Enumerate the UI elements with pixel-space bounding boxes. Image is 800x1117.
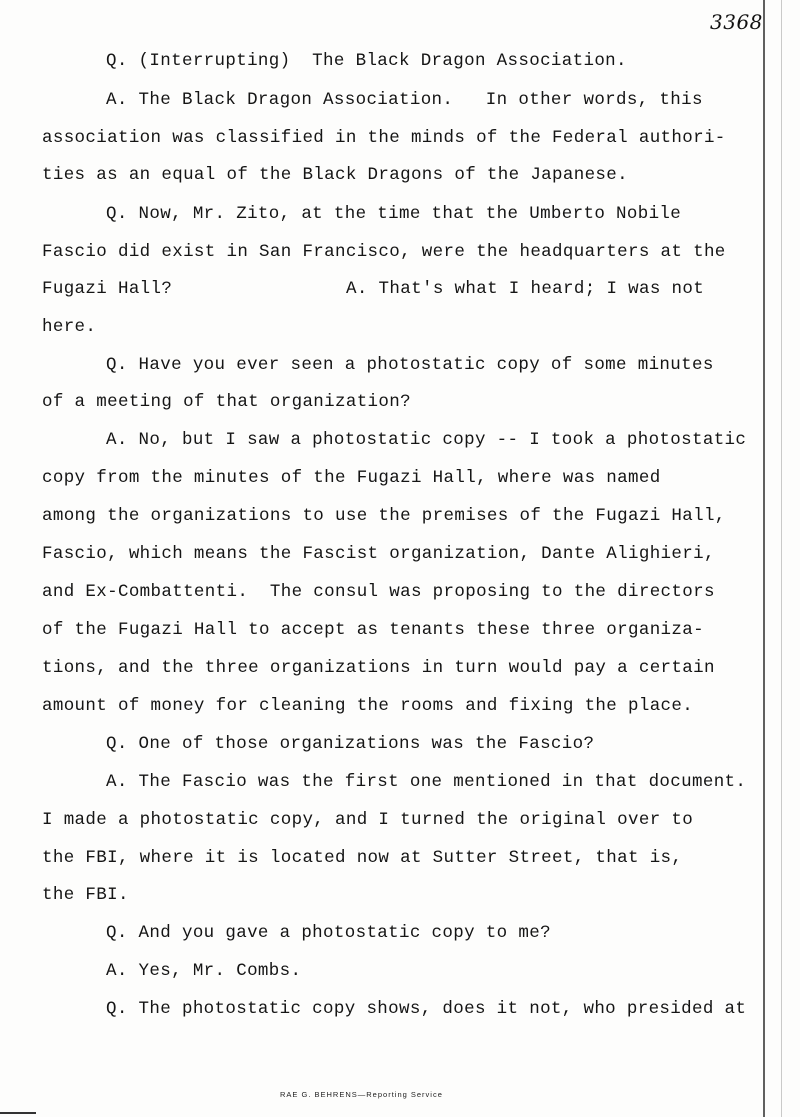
- transcript-line: I made a photostatic copy, and I turned the original over to: [42, 810, 694, 830]
- transcript-line: ties as an equal of the Black Dragons of the Japanese.: [42, 165, 628, 185]
- transcript-line: of the Fugazi Hall to accept as tenants these three organiza-: [42, 620, 704, 640]
- transcript-line: A. The Fascio was the first one mentioned in that document.: [106, 772, 747, 792]
- transcript-line: Fascio did exist in San Francisco, were the headquarters at the: [42, 242, 726, 262]
- transcript-line: Q. One of those organizations was the Fascio?: [106, 734, 595, 754]
- transcript-line: and Ex-Combattenti. The consul was proposing to the directors: [42, 582, 715, 602]
- margin-rule: [763, 0, 765, 1117]
- transcript-line: A. The Black Dragon Association. In other words, this: [106, 90, 703, 110]
- transcript-line: amount of money for cleaning the rooms and fixing the place.: [42, 696, 694, 716]
- transcript-line: the FBI.: [42, 885, 129, 905]
- transcript-line: Q. Have you ever seen a photostatic copy of some minutes: [106, 355, 714, 375]
- transcript-line: tions, and the three organizations in turn would pay a certain: [42, 658, 715, 678]
- transcript-line: A. No, but I saw a photostatic copy -- I took a photostatic: [106, 430, 747, 450]
- transcript-line: copy from the minutes of the Fugazi Hall, where was named: [42, 468, 661, 488]
- transcript-line: Fascio, which means the Fascist organization, Dante Alighieri,: [42, 544, 715, 564]
- transcript-line: Q. (Interrupting) The Black Dragon Association.: [106, 51, 627, 71]
- transcript-line: among the organizations to use the premises of the Fugazi Hall,: [42, 506, 726, 526]
- margin-rule-secondary: [781, 0, 782, 1117]
- transcript-line: Q. Now, Mr. Zito, at the time that the Umberto Nobile: [106, 204, 682, 224]
- transcript-line: of a meeting of that organization?: [42, 392, 411, 412]
- transcript-line: the FBI, where it is located now at Sutter Street, that is,: [42, 848, 683, 868]
- transcript-line: A. That's what I heard; I was not: [346, 279, 705, 299]
- transcript-line: Q. And you gave a photostatic copy to me?: [106, 923, 551, 943]
- transcript-line: here.: [42, 317, 97, 337]
- transcript-line: A. Yes, Mr. Combs.: [106, 961, 302, 981]
- transcript-line: association was classified in the minds of the Federal authori-: [42, 128, 726, 148]
- page-number: 3368: [710, 10, 763, 34]
- reporter-footer: RAE G. BEHRENS—Reporting Service: [280, 1090, 443, 1099]
- corner-mark: [0, 1112, 36, 1114]
- transcript-line: Fugazi Hall?: [42, 279, 173, 299]
- transcript-line: Q. The photostatic copy shows, does it not, who presided at: [106, 999, 747, 1019]
